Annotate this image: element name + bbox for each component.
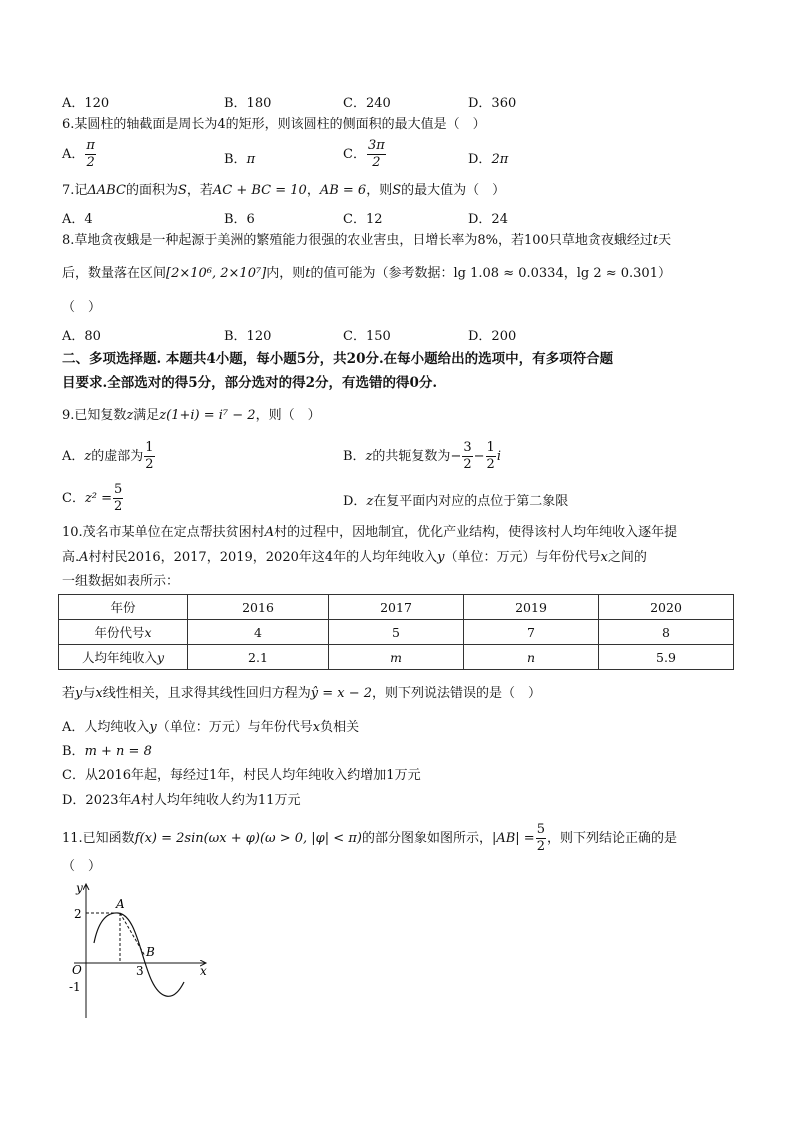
table-cell: 2020 (599, 595, 734, 620)
point-b-label: B (146, 945, 155, 959)
q9-a-frac (144, 440, 154, 473)
q6-a-num: π (86, 138, 95, 153)
y-axis-label: y (76, 881, 83, 895)
q9-option-b[interactable] (343, 440, 501, 473)
q9-c-frac (113, 482, 123, 515)
section2-line2: 目要求.全部选对的得5分，部分选对的得2分，有选错的得0分. (62, 375, 438, 391)
q11-mid: 的部分图象如图所示， (361, 831, 492, 846)
q9-option-d[interactable] (343, 490, 568, 509)
q8-option-c[interactable]: C．150 (343, 329, 391, 344)
q7-sep: ， (306, 183, 320, 198)
q9-a-den: 2 (145, 457, 154, 472)
q9-c-num: 5 (114, 482, 123, 497)
q8-t: t (652, 233, 659, 248)
q9-b-pre: B． (343, 449, 366, 464)
q10-a-mid: （单位：万元）与年份代号 (156, 720, 313, 735)
q10-line2-mid: 村村民2016，2017，2019，2020年这4年的人均年纯收入 (88, 550, 438, 565)
q9-a-num: 1 (145, 440, 154, 455)
q10-after-mid2: 线性相关，且求得其线性回归方程为 (102, 686, 311, 701)
q10-a-x: x (312, 720, 321, 735)
q10-a-end: 负相关 (320, 720, 360, 735)
q7-eq2: AB = 6 (319, 183, 367, 198)
q10-after-y: y (75, 686, 83, 701)
q6-a-den: 2 (86, 155, 95, 170)
q7-option-b[interactable]: B．6 (224, 212, 255, 227)
q10-line1 (62, 524, 677, 542)
point-a-label: A (116, 897, 125, 911)
q10-a-pre: A．人均纯收入 (62, 720, 150, 735)
q10-option-b[interactable] (62, 743, 152, 761)
q7-s: S (177, 183, 187, 198)
q6-stem: 6.某圆柱的轴截面是周长为4的矩形，则该圆柱的侧面积的最大值是（ ） (62, 117, 486, 132)
q5-option-a[interactable]: A．120 (62, 96, 110, 111)
table-cell: 4 (188, 620, 329, 645)
q6-c-num: 3π (367, 138, 385, 153)
table-cell: 2.1 (188, 645, 329, 670)
q10-line1-a: A (264, 525, 275, 540)
q9-b-den2: 2 (486, 457, 495, 472)
q8-line1 (62, 232, 671, 250)
q10-line2-y: y (437, 550, 445, 565)
q10-line1-pre: 10.茂名市某单位在定点帮扶贫困村 (62, 525, 265, 540)
table-row (59, 645, 734, 670)
q10-line2-x: x (600, 550, 608, 565)
q10-line2-mid2: （单位：万元）与年份代号 (444, 550, 601, 565)
q8-line2-pre: 后，数量落在区间 (62, 266, 167, 281)
tick-2: 2 (74, 907, 82, 921)
q9-b-num2: 1 (486, 440, 495, 455)
q11-frac (536, 822, 546, 855)
row2-head-text: 年份代号 (94, 625, 145, 640)
q10-line2-a: A (79, 550, 89, 565)
q7-s2: S (392, 183, 402, 198)
q6-c-den: 2 (372, 155, 381, 170)
q9-pre: 9.已知复数 (62, 408, 127, 423)
q9-stem (62, 407, 321, 425)
q10-d-end: 村人均年纯收人约为11万元 (140, 793, 301, 808)
q9-z: z (126, 408, 134, 423)
table-cell (59, 620, 188, 645)
q10-b-pre: B． (62, 744, 85, 759)
table-cell: m (329, 645, 464, 670)
q10-a-y: y (149, 720, 157, 735)
q11-num: 5 (536, 822, 545, 837)
q10-d-a: A (131, 793, 141, 808)
q7-mid3: ，则 (366, 183, 393, 198)
q9-b-num1: 3 (463, 440, 472, 455)
q10-line1-end: 村的过程中，因地制宜，优化产业结构，使得该村人均年纯收入逐年提 (274, 525, 678, 540)
q8-option-d[interactable]: D．200 (468, 329, 517, 344)
q8-line2-mid: 内，则 (266, 266, 306, 281)
q9-a-z: z (84, 449, 92, 464)
q9-b-z: z (365, 449, 373, 464)
q6-option-c[interactable] (343, 138, 387, 171)
q11-function: f(x) = 2sin(ωx + φ)(ω > 0, |φ| < π) (134, 831, 362, 846)
q10-b-eq: m + n = 8 (84, 744, 152, 759)
q6-b-val: π (246, 152, 256, 167)
table-cell: n (464, 645, 599, 670)
q6-option-a[interactable] (62, 138, 97, 171)
q9-d-pre: D． (343, 494, 367, 509)
q7-mid1: 的面积为 (125, 183, 178, 198)
table-row (59, 620, 734, 645)
q11-function-graph (60, 878, 220, 1028)
q9-a-text: 的虚部为 (91, 449, 144, 464)
q10-after-mid: 与 (82, 686, 96, 701)
q9-b-text: 的共轭复数为 (372, 449, 451, 464)
q9-a-pre: A． (62, 449, 85, 464)
q11-paren: （ ） (62, 859, 102, 874)
q9-b-minus2: − (473, 449, 485, 464)
q11-end: ，则下列结论正确的是 (546, 831, 677, 846)
q7-stem (62, 182, 505, 200)
q9-option-c[interactable] (62, 482, 124, 515)
q10-line3: 一组数据如表所示： (62, 574, 180, 589)
q10-d-pre: D．2023年 (62, 793, 132, 808)
q7-triangle: ΔABC (87, 183, 126, 198)
q7-option-c[interactable]: C．12 (343, 212, 383, 227)
table-cell: 8 (599, 620, 734, 645)
q11-pre: 11.已知函数 (62, 831, 135, 846)
q6-a-label: A． (62, 147, 85, 162)
q7-eq1: AC + BC = 10 (212, 183, 307, 198)
tick-3: 3 (136, 964, 144, 978)
row3-head-var: y (156, 650, 165, 665)
q8-line1-pre: 8.草地贪夜蛾是一种起源于美洲的繁殖能力很强的农业害虫，日增长率为8%，若100只草地贪夜蛾经过 (62, 233, 653, 248)
q9-eq: z(1+i) = i⁷ − 2 (159, 408, 256, 423)
q9-end: ，则（ ） (255, 408, 321, 423)
q9-c-pre: C． (62, 491, 85, 506)
q9-b-i: i (496, 449, 501, 464)
q7-option-d[interactable]: D．24 (468, 212, 508, 227)
q9-d-text: 在复平面内对应的点位于第二象限 (373, 494, 569, 509)
q10-regression-eq: ŷ = x − 2 (310, 686, 373, 701)
q8-line2 (62, 265, 671, 283)
q6-c-frac (367, 138, 386, 171)
table-cell (59, 645, 188, 670)
q9-b-frac2 (486, 440, 496, 473)
q10-option-a[interactable] (62, 719, 359, 737)
q8-option-a[interactable]: A．80 (62, 329, 101, 344)
q9-c-eq: z² = (84, 491, 113, 506)
q9-b-minus: − (450, 449, 462, 464)
q10-data-table (58, 594, 734, 670)
q7-end: 的最大值为（ ） (401, 183, 506, 198)
q8-paren: （ ） (62, 300, 102, 315)
q9-c-den: 2 (114, 499, 123, 514)
q10-line2 (62, 549, 647, 567)
q6-b-label: B． (224, 152, 247, 167)
q9-option-a[interactable] (62, 440, 156, 473)
q7-mid2: ，若 (186, 183, 213, 198)
q6-d-label: D． (468, 152, 492, 167)
q8-line1-end: 天 (658, 233, 672, 248)
q10-line2-pre: 高. (62, 550, 80, 565)
table-cell: 2016 (188, 595, 329, 620)
q10-after-pre: 若 (62, 686, 76, 701)
q8-t2: t (305, 266, 311, 281)
table-cell: 2017 (329, 595, 464, 620)
table-cell: 2019 (464, 595, 599, 620)
table-cell: 5.9 (599, 645, 734, 670)
q10-after-table (62, 685, 541, 703)
q9-mid: 满足 (133, 408, 160, 423)
q8-option-b[interactable]: B．120 (224, 329, 272, 344)
q7-option-a[interactable]: A．4 (62, 212, 93, 227)
q11-den: 2 (536, 839, 545, 854)
q10-option-c[interactable]: C．从2016年起，每经过1年，村民人均年纯收入约增加1万元 (62, 768, 421, 783)
table-cell: 7 (464, 620, 599, 645)
table-cell: 年份 (59, 595, 188, 620)
table-cell: 5 (329, 620, 464, 645)
q9-d-z: z (366, 494, 374, 509)
q5-option-d[interactable]: D．360 (468, 96, 517, 111)
row2-head-var: x (144, 625, 152, 640)
q9-b-frac1 (462, 440, 472, 473)
q6-a-frac (85, 138, 96, 171)
section2-line1: 二、多项选择题. 本题共4小题，每小题5分，共20分.在每小题给出的选项中，有多项符合题 (62, 351, 614, 367)
q10-after-end: ，则下列说法错误的是（ ） (372, 686, 542, 701)
row3-head-text: 人均年纯收入 (81, 650, 157, 665)
x-axis-label: x (200, 964, 207, 978)
q5-option-c[interactable]: C．240 (343, 96, 391, 111)
q6-c-label: C． (343, 147, 366, 162)
q6-option-d[interactable] (468, 148, 508, 167)
q6-option-b[interactable] (224, 148, 255, 167)
q5-option-b[interactable]: B．180 (224, 96, 272, 111)
q11-stem (62, 822, 677, 855)
q6-d-val: 2π (491, 152, 509, 167)
tick-neg1: -1 (69, 980, 81, 994)
q10-after-x: x (95, 686, 103, 701)
table-row (59, 595, 734, 620)
q8-ref: 的值可能为（参考数据：lg 1.08 ≈ 0.0334，lg 2 ≈ 0.301） (310, 266, 671, 281)
q8-interval: [2×10⁶, 2×10⁷] (166, 266, 267, 281)
q7-pre: 7.记 (62, 183, 88, 198)
q10-line2-end: 之间的 (607, 550, 647, 565)
q9-b-den1: 2 (463, 457, 472, 472)
origin-label: O (72, 963, 82, 977)
q10-option-d[interactable] (62, 792, 300, 810)
q11-ab: |AB| = (491, 831, 535, 846)
sine-curve (94, 913, 184, 996)
